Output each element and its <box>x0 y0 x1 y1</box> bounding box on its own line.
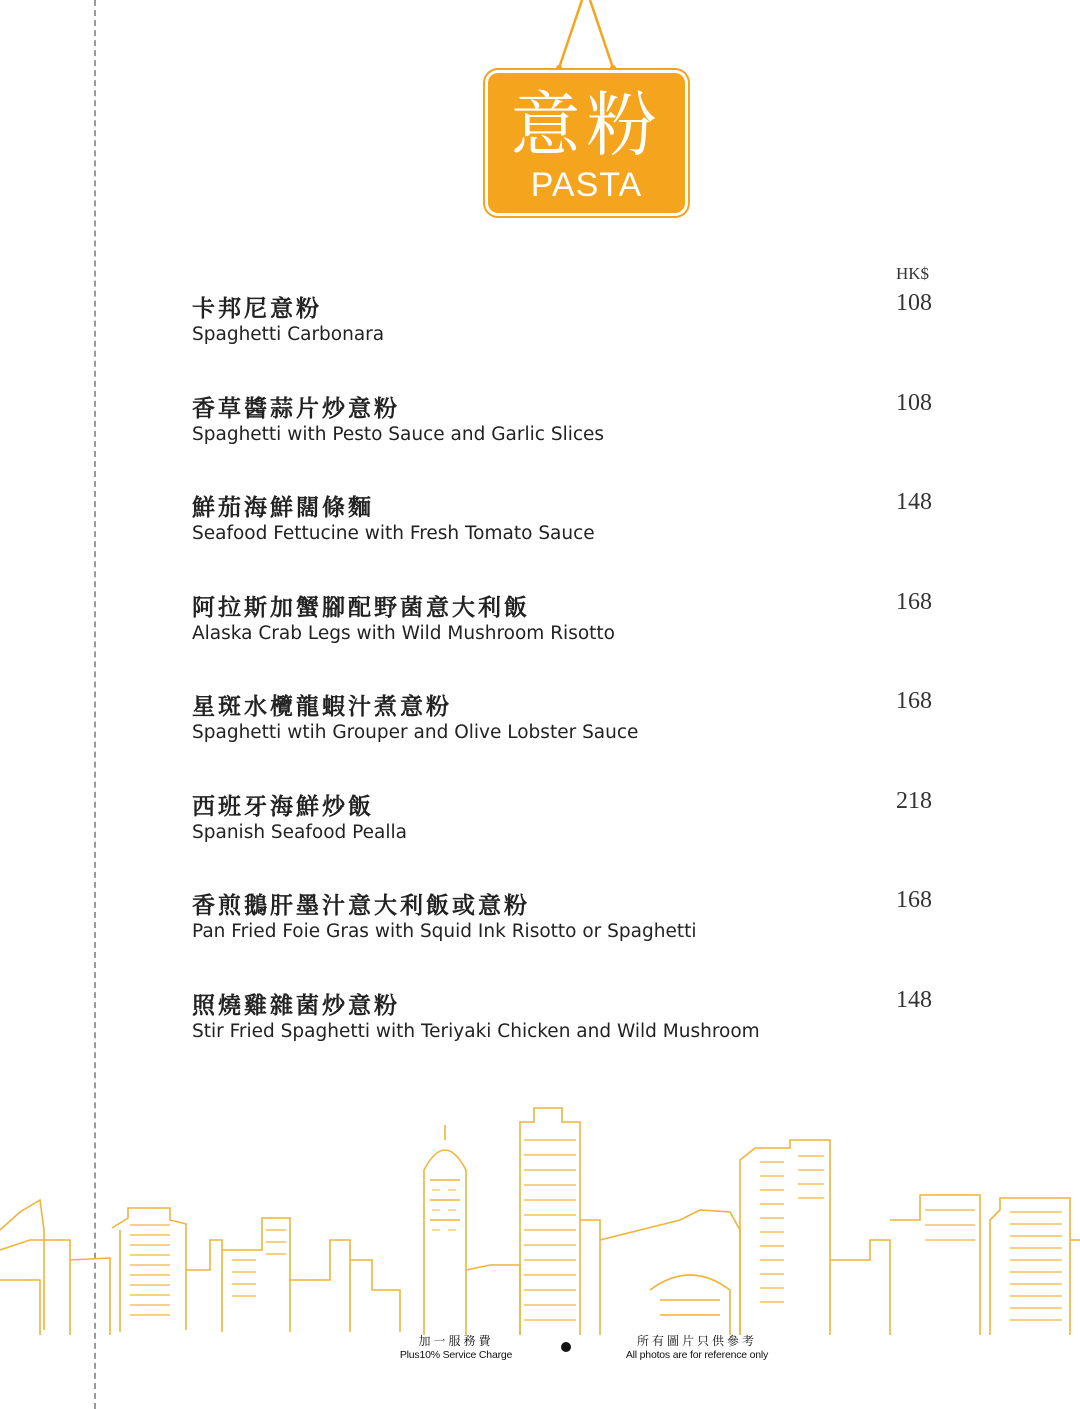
currency-label: HK$ <box>896 264 930 283</box>
menu-item <box>192 788 932 888</box>
item-name-en: Spaghetti wtih Grouper and Olive Lobster Sauce <box>192 722 639 743</box>
item-name-en: Spaghetti with Pesto Sauce and Garlic Slices <box>192 423 605 445</box>
menu-item <box>192 390 932 490</box>
item-price: 168 <box>896 688 932 714</box>
item-price: 148 <box>896 489 932 515</box>
item-name-cn: 照燒雞雜菌炒意粉 <box>192 992 400 1019</box>
photo-disclaimer-cn: 所有圖片只供參考 <box>636 1334 757 1348</box>
sign-hanger <box>487 0 687 80</box>
menu-item <box>192 589 932 689</box>
item-name-cn: 卡邦尼意粉 <box>192 296 322 322</box>
item-price: 168 <box>896 887 932 913</box>
item-name-cn: 鮮茄海鮮闊條麵 <box>192 495 374 521</box>
item-name-en: Stir Fried Spaghetti with Teriyaki Chicken and Wild Mushroom <box>192 1020 760 1042</box>
item-name-cn: 星斑水欖龍蝦汁煮意粉 <box>192 694 452 720</box>
item-name-en: Seafood Fettucine with Fresh Tomato Sauce <box>192 523 595 544</box>
skyline-illustration <box>0 1100 1080 1370</box>
service-charge-cn: 加一服務費 <box>418 1334 494 1348</box>
menu-item <box>192 987 932 1087</box>
menu-item <box>192 489 932 589</box>
item-name-cn: 西班牙海鮮炒飯 <box>192 793 374 820</box>
item-name-en: Alaska Crab Legs with Wild Mushroom Risotto <box>192 622 615 644</box>
item-name-cn: 香草醬蒜片炒意粉 <box>192 395 400 422</box>
menu-item <box>192 688 932 788</box>
section-sign <box>488 73 685 213</box>
photo-disclaimer-en: All photos are for reference only <box>625 1349 769 1361</box>
item-price: 148 <box>896 986 932 1013</box>
menu-item <box>192 887 932 987</box>
item-name-cn: 阿拉斯加蟹腳配野菌意大利飯 <box>192 594 530 621</box>
bullet-dot <box>561 1342 571 1352</box>
service-charge-en: Plus10% Service Charge <box>399 1349 513 1361</box>
photo-disclaimer <box>612 1334 782 1362</box>
menu-list <box>192 290 932 1086</box>
item-name-en: Spanish Seafood Pealla <box>192 821 407 843</box>
section-title-en: PASTA <box>530 166 643 204</box>
item-name-cn: 香煎鵝肝墨汁意大利飯或意粉 <box>192 893 530 919</box>
item-name-en: Spaghetti Carbonara <box>192 324 385 345</box>
item-price: 108 <box>896 389 932 416</box>
section-title-cn: 意粉 <box>510 84 663 166</box>
item-price: 218 <box>896 787 932 814</box>
item-name-en: Pan Fried Foie Gras with Squid Ink Risotto or Spaghetti <box>192 921 697 942</box>
menu-item <box>192 290 932 390</box>
service-charge-note <box>394 1334 518 1362</box>
item-price: 108 <box>896 290 932 316</box>
item-price: 168 <box>896 588 932 615</box>
